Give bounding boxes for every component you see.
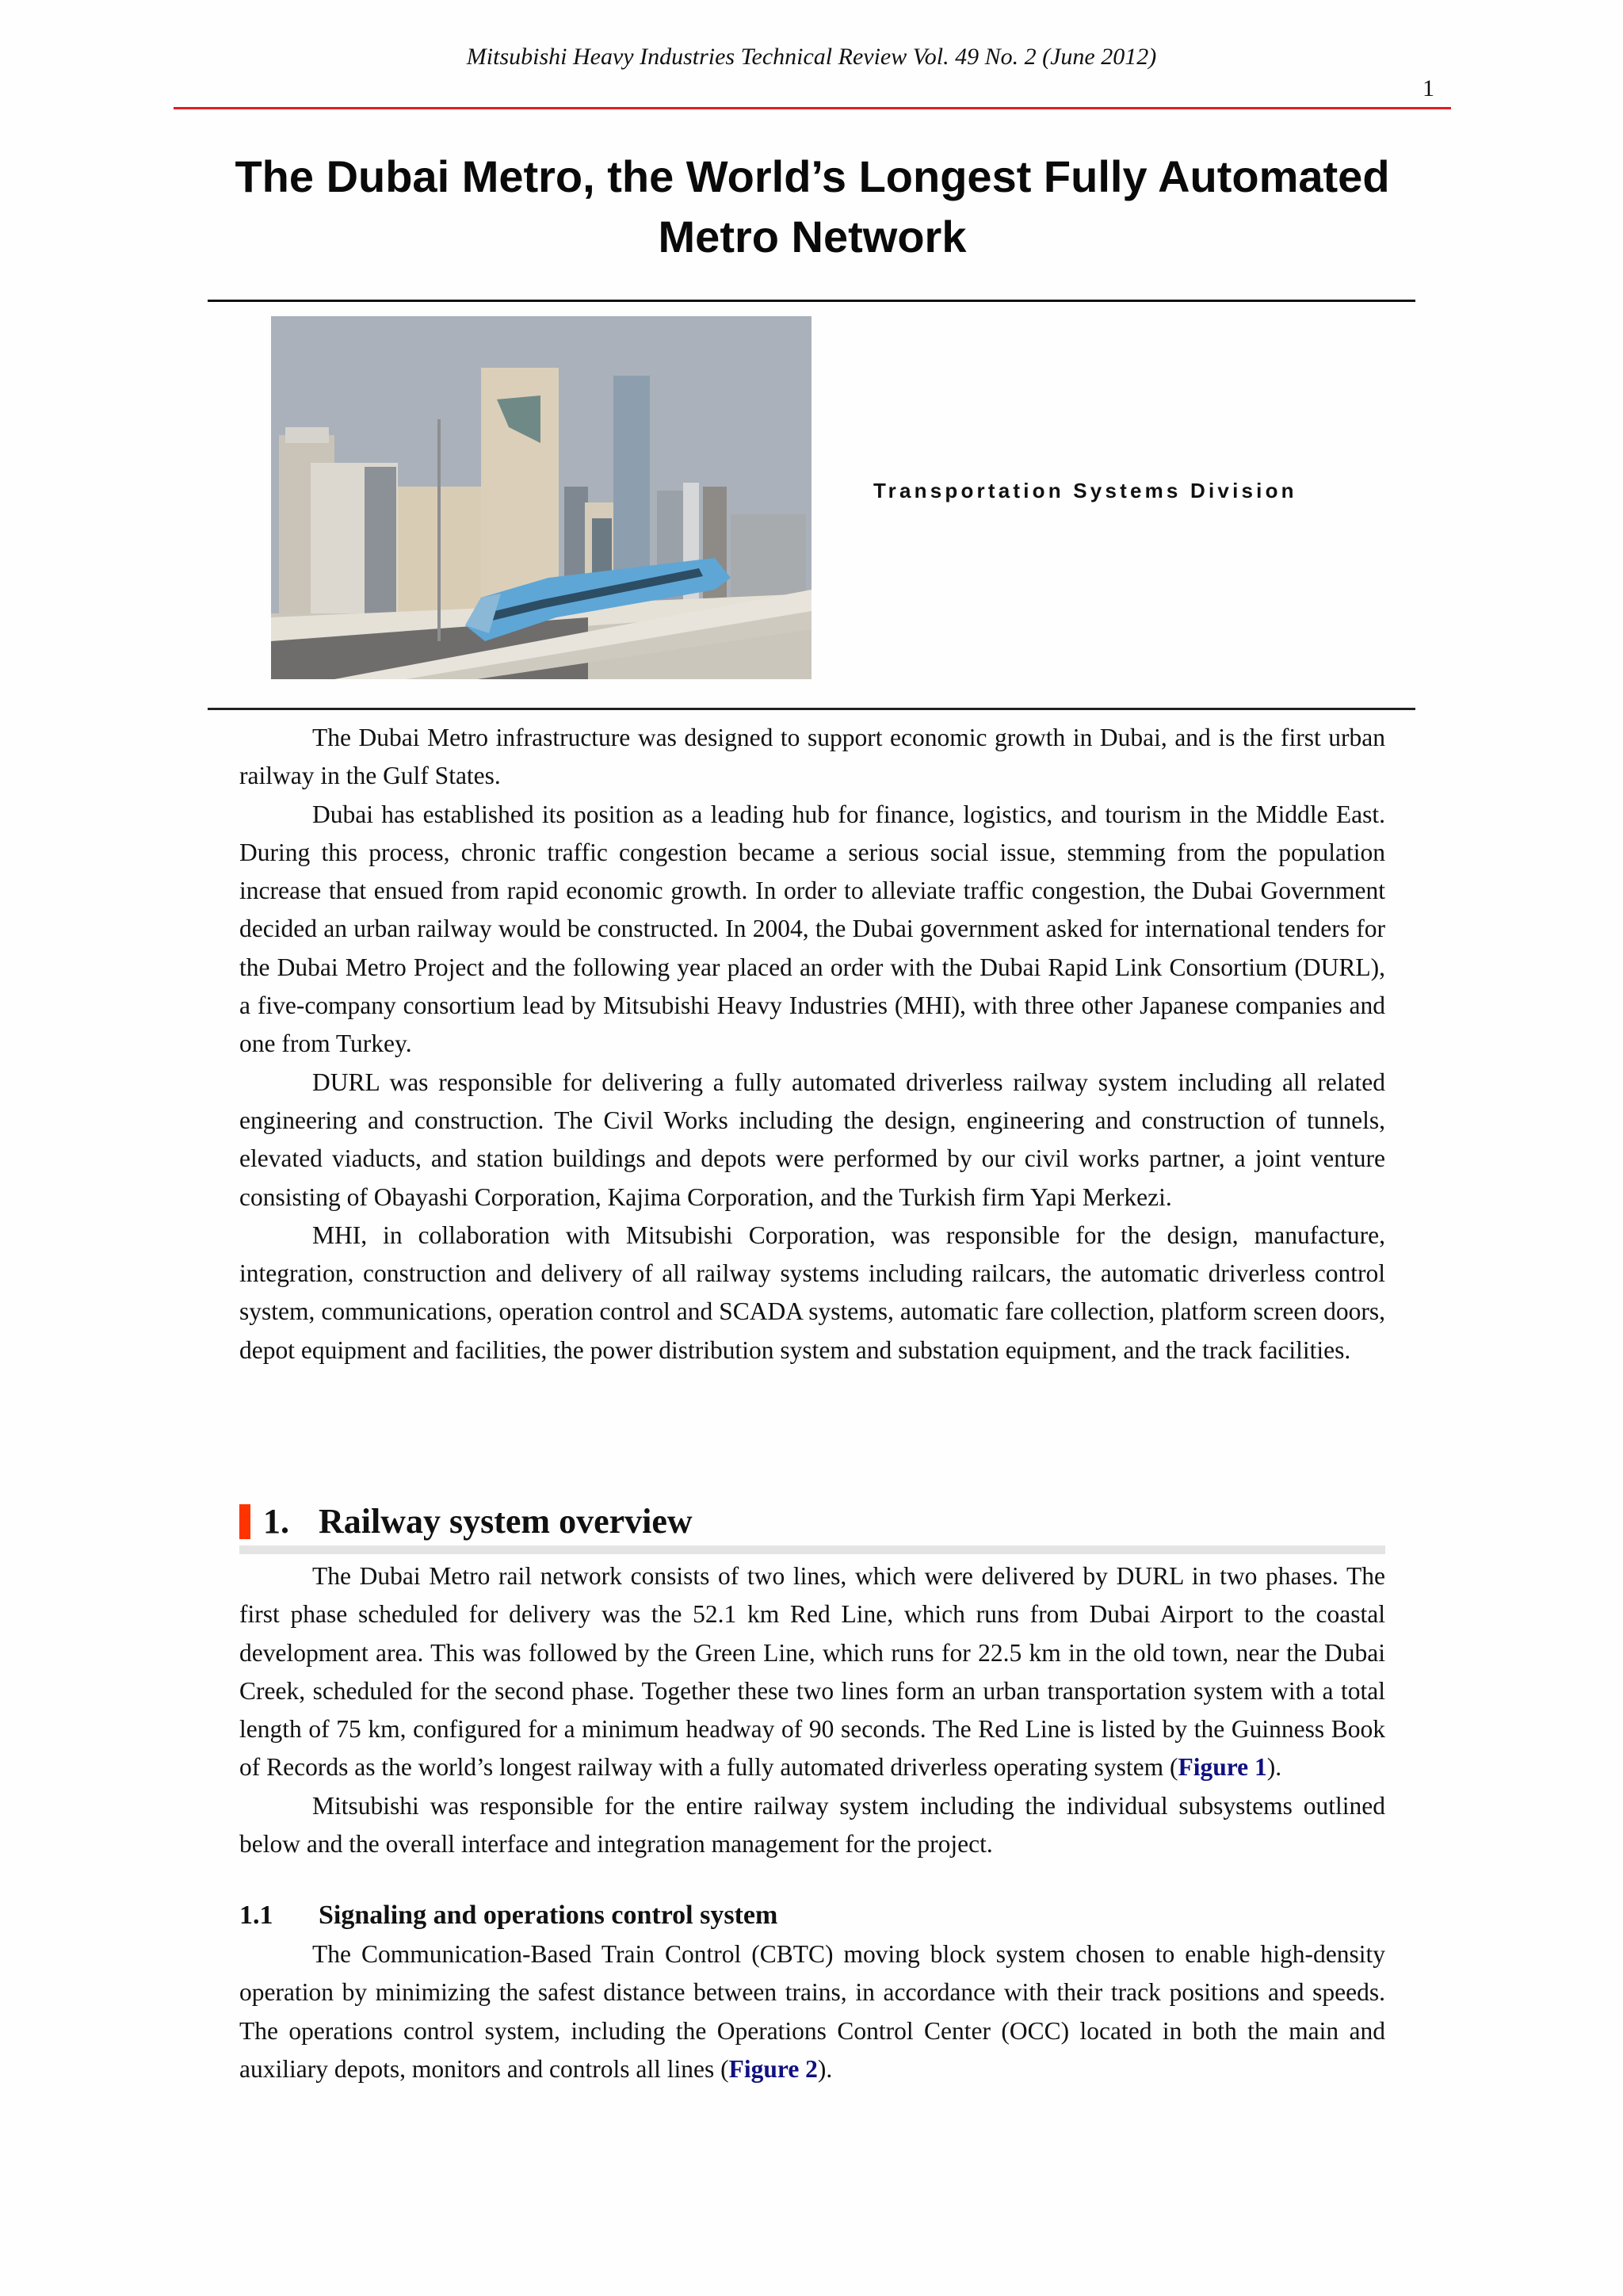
section-paragraph — [239, 1935, 1385, 2088]
section-number: 1. — [263, 1502, 289, 1541]
subsection-title: Signaling and operations control system — [319, 1901, 778, 1930]
title-line-2: Metro Network — [658, 212, 967, 262]
section-heading-1 — [239, 1499, 1385, 1555]
article-title — [190, 147, 1434, 267]
abstract-paragraph: MHI, in collaboration with Mitsubishi Corporation, was responsible for the design, manufacture, integration, construction and delivery of all railway systems including railcars, the automatic driverless control system, communications, operation control and SCADA systems, automatic fare collection, platform screen doors, depot equipment and facilities, the power distribution system and substation equipment, and the track facilities. — [239, 1221, 1385, 1364]
section-paragraph — [239, 1557, 1385, 1787]
section-paragraph: Mitsubishi was responsible for the entire railway system including the individual subsystems outlined below and the overall interface and integration management for the project. — [239, 1791, 1385, 1859]
title-divider — [208, 300, 1415, 302]
section-title — [263, 1499, 693, 1544]
abstract-body — [239, 719, 1385, 1370]
paragraph-text: The Communication-Based Train Control (CBTC) moving block system chosen to enable high-density operation by minimizing the safest distance between trains, in accordance with their track positions and speeds. The operations control system, including the Operations Control Center (OCC) located in both the main and auxiliary depots, monitors and controls all lines ( — [239, 1940, 1385, 2083]
abstract-paragraph: The Dubai Metro infrastructure was designed to support economic growth in Dubai, and is the first urban railway in the Gulf States. — [239, 724, 1385, 790]
figure-1-link[interactable]: Figure 1 — [1178, 1753, 1267, 1782]
section-1-body — [239, 1557, 1385, 1863]
hero-image — [271, 316, 812, 679]
subsection-1-1-body — [239, 1935, 1385, 2088]
abstract-paragraph: DURL was responsible for delivering a fully automated driverless railway system including all related engineering and construction. The Civil Works including the design, engineering and construction of tunnels, elevated viaducts, and station buildings and depots were performed by our civil works partner, a joint venture consisting of Obayashi Corporation, Kajima Corporation, and the Turkish firm Yapi Merkezi. — [239, 1068, 1385, 1211]
paragraph-text-end: ). — [817, 2054, 833, 2083]
division-label: Transportation Systems Division — [873, 479, 1297, 502]
title-line-1: The Dubai Metro, the World’s Longest Fully Automated — [235, 151, 1390, 201]
figure-2-link[interactable]: Figure 2 — [728, 2054, 818, 2083]
section-title-text: Railway system overview — [319, 1502, 693, 1541]
dubai-metro-photo — [271, 316, 812, 679]
header-rule — [174, 107, 1451, 109]
page-number: 1 — [1423, 75, 1434, 101]
paragraph-text: The Dubai Metro rail network consists of two lines, which were delivered by DURL in two phases. The first phase scheduled for delivery was the 52.1 km Red Line, which runs from Dubai Airport to the coastal development area. This was followed by the Green Line, which runs for 22.5 km in the old town, near the Dubai Creek, scheduled for the second phase. Together these two lines form an urban transportation system with a total length of 75 km, configured for a minimum headway of 90 seconds. The Red Line is listed by the Guinness Book of Records as the world’s longest railway with a fully automated driverless operating system ( — [239, 1562, 1385, 1782]
subsection-heading-1-1 — [239, 1898, 777, 1933]
section-accent-bar — [239, 1504, 250, 1539]
abstract-paragraph: Dubai has established its position as a leading hub for finance, logistics, and tourism in the Middle East. During this process, chronic traffic congestion became a serious social issue, stemming from the population increase that ensued from rapid economic growth. In order to alleviate traffic congestion, the Dubai Government decided an urban railway would be constructed. In 2004, the Dubai government asked for international tenders for the Dubai Metro Project and the following year placed an order with the Dubai Rapid Link Consortium (DURL), a five-company consortium lead by Mitsubishi Heavy Industries (MHI), with three other Japanese companies and one from Turkey. — [239, 800, 1385, 1058]
abstract-divider — [208, 708, 1415, 710]
subsection-number: 1.1 — [239, 1901, 273, 1930]
paragraph-text-end: ). — [1266, 1753, 1282, 1782]
running-header: Mitsubishi Heavy Industries Technical Review Vol. 49 No. 2 (June 2012) — [466, 44, 1157, 70]
section-underline — [239, 1545, 1385, 1554]
